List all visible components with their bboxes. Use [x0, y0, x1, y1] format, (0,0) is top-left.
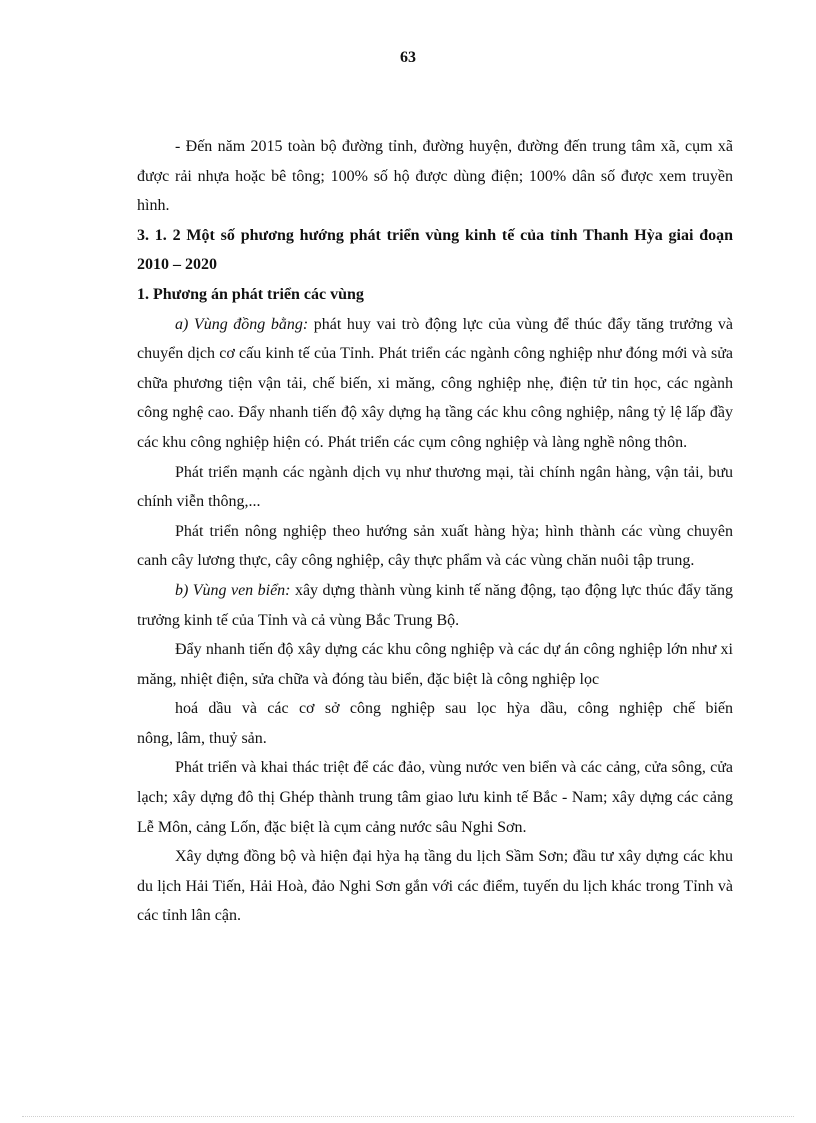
- paragraph-islands-ports: Phát triển và khai thác triệt để các đảo, vùng nước ven biển và các cảng, cửa sông, cửa lạch; xây dựng đô thị Ghép thành trung tâm giao lưu kinh tế Bắc - Nam; xây dựng các cảng Lễ Môn, cảng Lốn, đặc biệt là cụm cảng nước sâu Nghi Sơn.: [137, 759, 733, 836]
- delta-region-text: phát huy vai trò động lực của vùng để thúc đẩy tăng trưởng và chuyển dịch cơ cấu kinh tế của Tỉnh. Phát triển các ngành công nghiệp như đóng mới và sửa chữa phương tiện vận tải, chế biến, xi măng, công nghiệp nhẹ, điện tử tin học, các ngành công nghệ cao. Đẩy nhanh tiến độ xây dựng hạ tầng các khu công nghiệp, nâng tỷ lệ lấp đầy các khu công nghiệp hiện có. Phát triển các cụm công nghiệp và làng nghề nông thôn.: [137, 315, 734, 451]
- paragraph-industry: Đẩy nhanh tiến độ xây dựng các khu công nghiệp và các dự án công nghiệp lớn như xi măng, nhiệt điện, sửa chữa và đóng tàu biển, đặc biệt là công nghiệp lọc: [137, 641, 733, 688]
- delta-region-label: a) Vùng đồng bằng:: [175, 315, 309, 333]
- paragraph-agriculture: Phát triển nông nghiệp theo hướng sản xuất hàng hỳa; hình thành các vùng chuyên canh cây lương thực, cây công nghiệp, cây thực phẩm và các vùng chăn nuôi tập trung.: [137, 522, 733, 570]
- paragraph-coastal-region: [137, 576, 733, 635]
- page-number: 63: [400, 49, 416, 66]
- paragraph-tourism: Xây dựng đồng bộ và hiện đại hỳa hạ tầng du lịch Sầm Sơn; đầu tư xây dựng các khu du lịch Hải Tiến, Hải Hoà, đảo Nghi Sơn gắn với các điểm, tuyến du lịch khác trong Tỉnh và các tỉnh lân cận.: [137, 848, 733, 925]
- paragraph-industry-cont: hoá dầu và các cơ sở công nghiệp sau lọc hỳa dầu, công nghiệp chế biến: [175, 700, 733, 718]
- page-bottom-border: [22, 1116, 794, 1117]
- document-body: [137, 132, 733, 931]
- coastal-region-label: b) Vùng ven biển:: [175, 581, 291, 599]
- paragraph-infrastructure: - Đến năm 2015 toàn bộ đường tỉnh, đường huyện, đường đến trung tâm xã, cụm xã được rải nhựa hoặc bê tông; 100% số hộ được dùng điện; 100% dân số được xem truyền hình.: [137, 138, 733, 215]
- paragraph-services: Phát triển mạnh các ngành dịch vụ như thương mại, tài chính ngân hàng, vận tải, bưu chính viễn thông,...: [137, 463, 733, 511]
- paragraph-industry-end: nông, lâm, thuỷ sản.: [137, 729, 267, 747]
- coastal-region-text: xây dựng thành vùng kinh tế năng động, tạo động lực thúc đẩy tăng trưởng kinh tế của Tỉnh và cả vùng Bắc Trung Bộ.: [137, 581, 733, 629]
- paragraph-delta-region: [137, 310, 733, 458]
- subsection-heading: 1. Phương án phát triển các vùng: [137, 285, 364, 303]
- section-heading: 3. 1. 2 Một số phương hướng phát triển vùng kinh tế của tỉnh Thanh Hỳa giai đoạn 2010 – 2020: [137, 226, 733, 274]
